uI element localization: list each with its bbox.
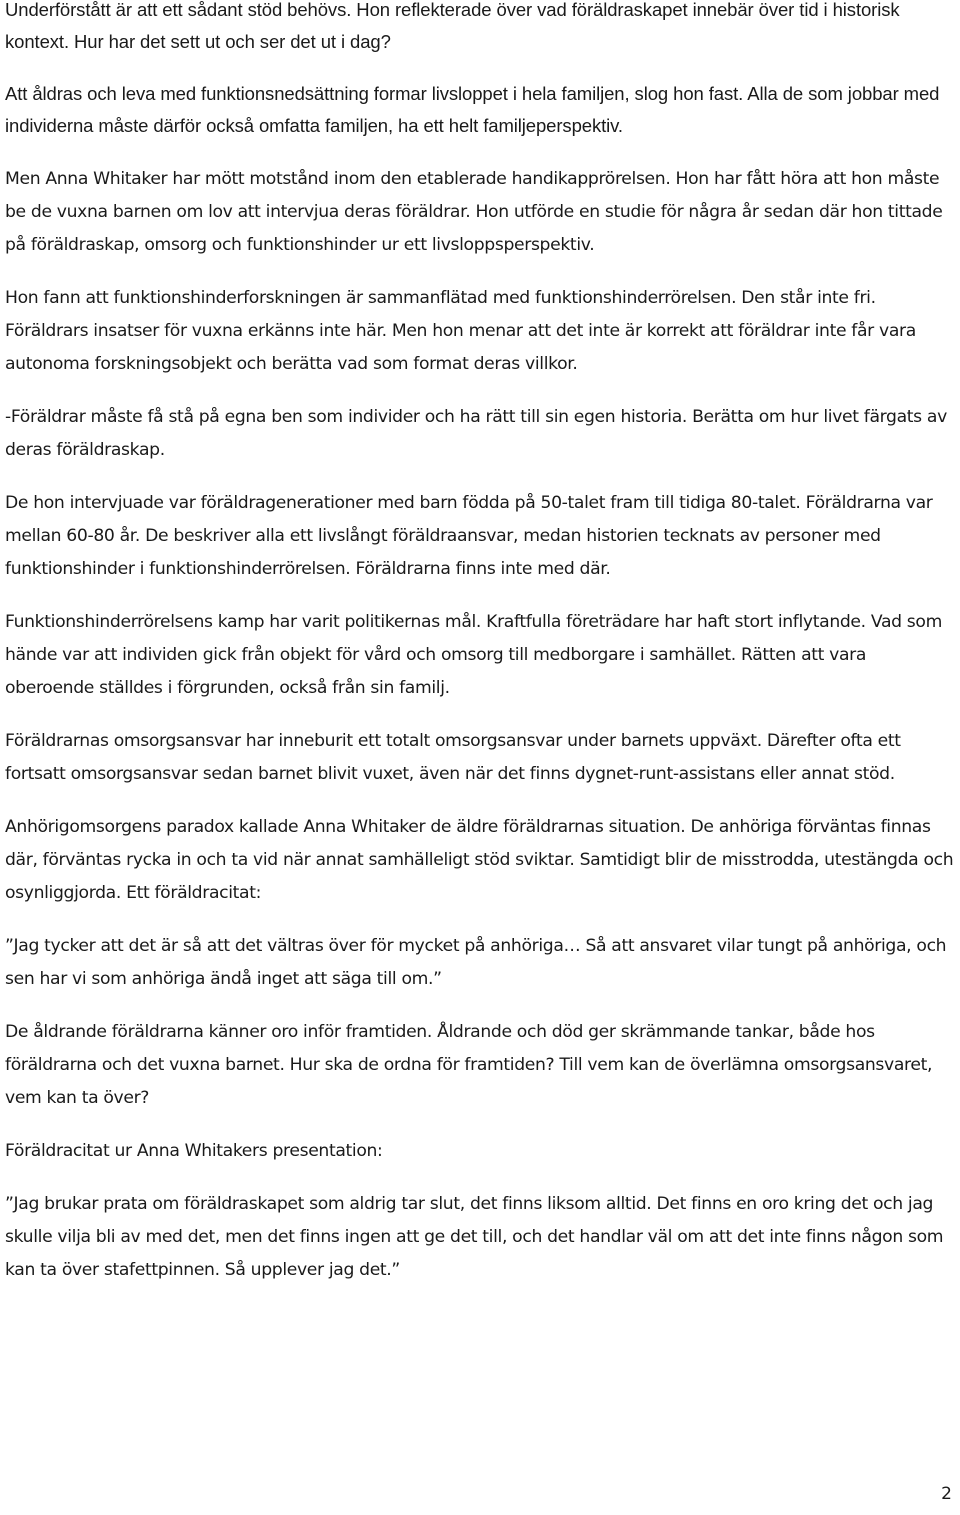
paragraph-text: Att åldras och leva med funktionsnedsättning formar livsloppet i hela familjen, slog hon fast. Alla de som jobbar med individerna måste därför också omfatta familjen, ha ett helt familjeperspektiv. (5, 83, 940, 136)
paragraph-care-responsibility (5, 724, 955, 790)
paragraph-resistance (5, 162, 955, 261)
paragraph-parents-history (5, 400, 955, 466)
page-number: 2 (941, 1484, 952, 1504)
paragraph-quote-intro (5, 1134, 955, 1167)
document-page (5, 0, 955, 1306)
paragraph-future-worry (5, 1015, 955, 1114)
paragraph-text: Funktionshinderrörelsens kamp har varit politikernas mål. Kraftfulla företrädare har haft stort inflytande. Vad som hände var att individen gick från objekt för vård och omsorg till medborgare i samhället. Rätten att vara oberoende ställdes i förgrunden, också från sin familj. (5, 612, 942, 698)
paragraph-family-perspective (5, 78, 955, 142)
paragraph-text: -Föräldrar måste få stå på egna ben som individer och ha rätt till sin egen historia. Berätta om hur livet färgats av deras föräldraskap. (5, 407, 947, 460)
paragraph-text: Föräldrarnas omsorgsansvar har inneburit ett totalt omsorgsansvar under barnets uppväxt. Därefter ofta ett fortsatt omsorgsansvar sedan barnet blivit vuxet, även när det finns dygnet-runt-assistans eller annat stöd. (5, 731, 901, 784)
paragraph-text: De åldrande föräldrarna känner oro inför framtiden. Åldrande och död ger skrämmande tankar, både hos föräldrarna och det vuxna barnet. Hur ska de ordna för framtiden? Till vem kan de överlämna omsorgsansvaret, vem kan ta över? (5, 1022, 933, 1108)
paragraph-text: Föräldracitat ur Anna Whitakers presentation: (5, 1141, 383, 1161)
paragraph-text: Hon fann att funktionshinderforskningen är sammanflätad med funktionshinderrörelsen. Den står inte fri. Föräldrars insatser för vuxna erkänns inte här. Men hon menar att det inte är korrekt att föräldrar inte får vara autonoma forskningsobjekt och berätta vad som format deras villkor. (5, 288, 916, 374)
paragraph-research-findings (5, 281, 955, 380)
paragraph-historical-context (5, 0, 955, 58)
paragraph-paradox (5, 810, 955, 909)
paragraph-interviewees (5, 486, 955, 585)
quote-text: ”Jag brukar prata om föräldraskapet som aldrig tar slut, det finns liksom alltid. Det finns en oro kring det och jag skulle vilja bli av med det, men det finns ingen att ge det till, och det handlar väl om att det inte finns någon som kan ta över stafettpinnen. Så upplever jag det.” (5, 1194, 944, 1280)
paragraph-text: De hon intervjuade var föräldragenerationer med barn födda på 50-talet fram till tidiga 80-talet. Föräldrarna var mellan 60-80 år. De beskriver alla ett livslångt föräldraansvar, medan historien tecknats av personer med funktionshinder i funktionshinderrörelsen. Föräldrarna finns inte med där. (5, 493, 933, 579)
quote-text: ”Jag tycker att det är så att det vältras över för mycket på anhöriga… Så att ansvaret vilar tungt på anhöriga, och sen har vi som anhöriga ändå inget att säga till om.” (5, 936, 947, 989)
paragraph-text: Anhörigomsorgens paradox kallade Anna Whitaker de äldre föräldrarnas situation. De anhöriga förväntas finnas där, förväntas rycka in och ta vid när annat samhälleligt stöd sviktar. Samtidigt blir de misstrodda, utestängda och osynliggjorda. Ett föräldracitat: (5, 817, 954, 903)
paragraph-text: Underförstått är att ett sådant stöd behövs. Hon reflekterade över vad föräldraskapet innebär över tid i historisk kontext. Hur har det sett ut och ser det ut i dag? (5, 0, 900, 52)
paragraph-movement-struggle (5, 605, 955, 704)
paragraph-text: Men Anna Whitaker har mött motstånd inom den etablerade handikapprörelsen. Hon har fått höra att hon måste be de vuxna barnen om lov att intervjua deras föräldrar. Hon utförde en studie för några år sedan där hon tittade på föräldraskap, omsorg och funktionshinder ur ett livsloppsperspektiv. (5, 169, 943, 255)
paragraph-quote-presentation (5, 1187, 955, 1286)
paragraph-quote-parent (5, 929, 955, 995)
